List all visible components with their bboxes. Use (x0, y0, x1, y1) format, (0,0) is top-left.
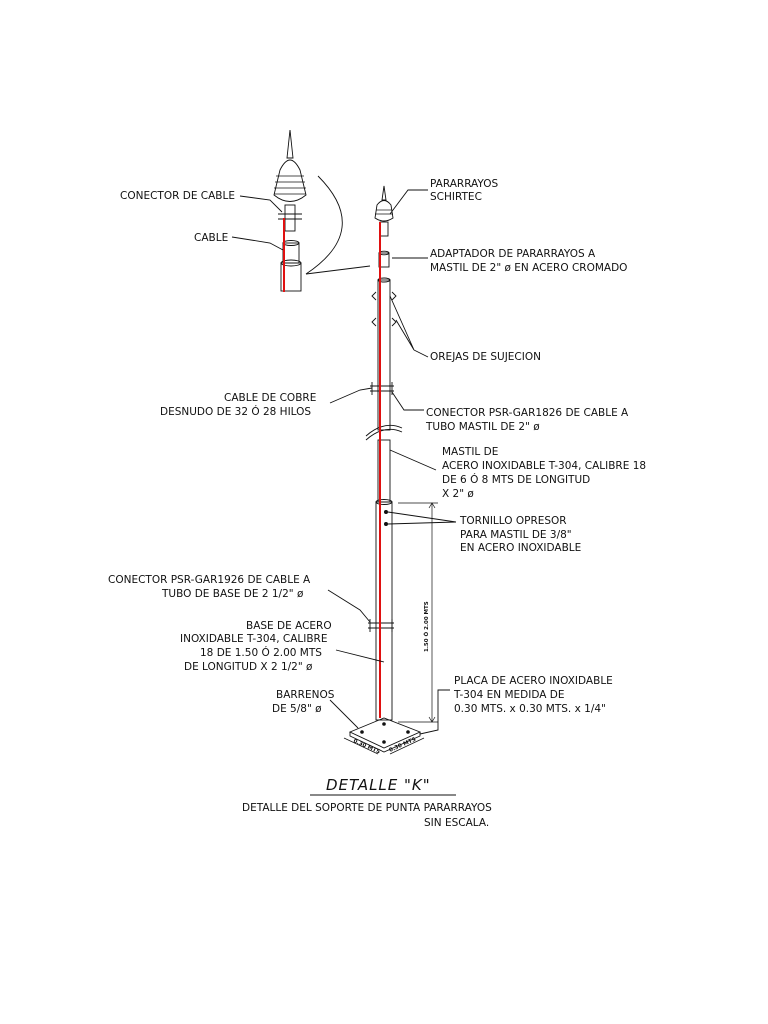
label-cable-cobre-2: DESNUDO DE 32 Ó 28 HILOS (160, 406, 312, 418)
enlarged-terminal-detail (232, 130, 370, 292)
label-base-3: 18 DE 1.50 Ó 2.00 MTS (200, 647, 322, 659)
label-cable-cobre-1: CABLE DE COBRE (224, 392, 317, 404)
label-placa-3: 0.30 MTS. x 0.30 MTS. x 1/4" (454, 703, 606, 715)
label-base-1: BASE DE ACERO (246, 620, 332, 632)
detail-callout-arc (306, 176, 342, 274)
label-mastil-1: MASTIL DE (442, 446, 499, 458)
label-barrenos-1: BARRENOS (276, 689, 335, 701)
label-conector-1826-2: TUBO MASTIL DE 2" ø (426, 421, 540, 433)
label-pararrayos: PARARRAYOS (430, 178, 499, 190)
label-conector-1826-1: CONECTOR PSR-GAR1826 DE CABLE A (426, 407, 629, 419)
label-placa-2: T-304 EN MEDIDA DE (454, 689, 565, 701)
label-barrenos-2: DE 5/8" ø (272, 703, 322, 715)
label-conector-1926-2: TUBO DE BASE DE 2 1/2" ø (162, 588, 304, 600)
base-tube (376, 502, 392, 720)
label-tornillo-3: EN ACERO INOXIDABLE (460, 542, 582, 554)
small-terminal-head-icon (375, 201, 393, 222)
detail-title: DETALLE "K" (326, 776, 431, 794)
label-base-2: INOXIDABLE T-304, CALIBRE (180, 633, 328, 645)
mast-assembly (344, 186, 424, 754)
label-orejas: OREJAS DE SUJECION (430, 351, 541, 363)
label-mastil-3: DE 6 Ó 8 MTS DE LONGITUD (442, 474, 591, 486)
label-tornillo-2: PARA MASTIL DE 3/8" (460, 529, 572, 541)
dim-plate-right: 0.30 MTS (388, 736, 418, 754)
dim-base-height: 1.50 Ó 2.00 MTS (424, 601, 430, 652)
label-schirtec: SCHIRTEC (430, 191, 482, 203)
caption-line-1: DETALLE DEL SOPORTE DE PUNTA PARARRAYOS (242, 802, 492, 814)
label-conector-1926-1: CONECTOR PSR-GAR1926 DE CABLE A (108, 574, 311, 586)
label-adaptador-2: MASTIL DE 2" ø EN ACERO CROMADO (430, 262, 628, 274)
bolt-hole-icon (360, 730, 364, 734)
label-placa-1: PLACA DE ACERO INOXIDABLE (454, 675, 613, 687)
label-cable: CABLE (194, 232, 229, 244)
label-conector-cable: CONECTOR DE CABLE (120, 190, 235, 202)
small-spike-icon (382, 186, 386, 200)
caption-line-2: SIN ESCALA. (424, 817, 490, 829)
label-adaptador-1: ADAPTADOR DE PARARRAYOS A (430, 248, 596, 260)
dim-plate-left: 0.30 MTS (352, 738, 381, 756)
label-base-4: DE LONGITUD X 2 1/2" ø (184, 661, 313, 673)
set-screw-icon (384, 510, 388, 514)
terminal-head-icon (274, 160, 306, 202)
label-tornillo-1: TORNILLO OPRESOR (460, 515, 567, 527)
label-mastil-4: X 2" ø (442, 488, 474, 500)
label-mastil-2: ACERO INOXIDABLE T-304, CALIBRE 18 (442, 460, 647, 472)
base-height-dimension (398, 503, 438, 722)
spike-icon (287, 130, 293, 158)
